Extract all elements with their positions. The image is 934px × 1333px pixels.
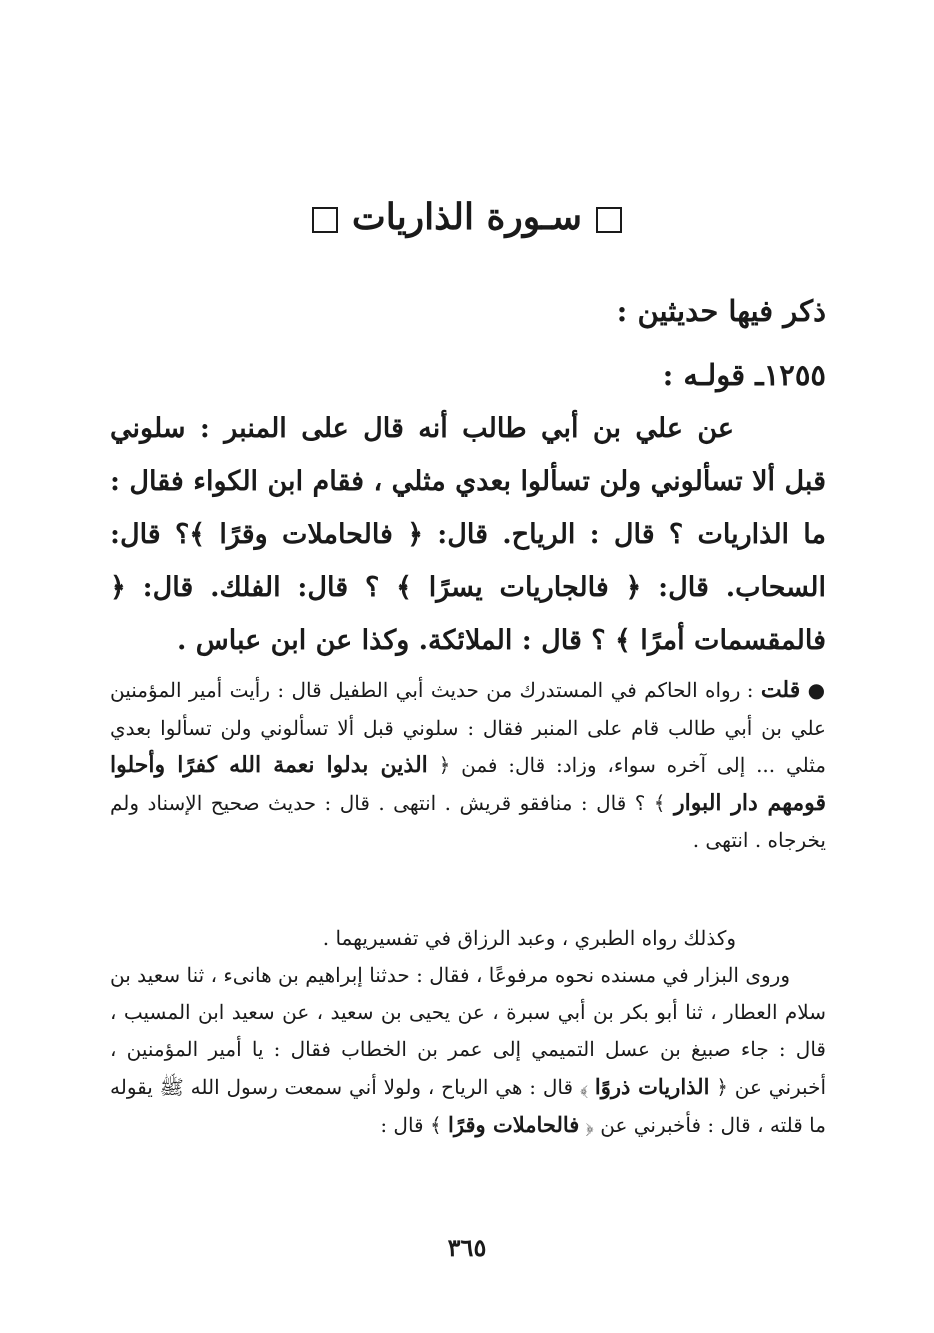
page-number: ٣٦٥: [447, 1233, 487, 1262]
hadith-text: عن علي بن أبي طالب أنه قال على المنبر : سلوني قبل ألا تسألوني ولن تسألوا بعدي مثلي ، فقام ابن الكواء فقال : ما الذاريات ؟ قال : الرياح. قال: ﴿ فالحاملات وقرًا ﴾؟ قال: السحاب. قال: ﴿ فالجاريات يسرًا ﴾ ؟ قال: الفلك. قال: ﴿ فالمقسمات أمرًا ﴾ ؟ قال : الملائكة. وكذا عن ابن عباس .: [110, 413, 826, 656]
bullet-icon: ●: [807, 678, 827, 702]
commentary-note: [110, 672, 826, 860]
title-box-left: [312, 207, 338, 233]
intro-line: ذكر فيها حديثين :: [616, 294, 826, 328]
entry-heading: ١٢٥٥ـ قولـه :: [662, 358, 826, 392]
note-text-2: ﴾ ؟ قال : منافقو قريش . انتهى . قال : حديث صحيح الإسناد ولم يخرجاه . انتهى .: [110, 790, 826, 852]
bazzar-text-1: وروى البزار في مسنده نحوه مرفوعًا ، فقال : حدثنا إبراهيم بن هانىء ، ثنا سعيد بن سلام العطار ، ثنا أبو بكر بن أبي سبرة ، عن يحيى بن سعيد ، عن سعيد ابن المسيب ، قال : جاء صبيغ بن عسل التميمي إلى عمر بن الخطاب فقال : يا أمير المؤمنين ، أخبرني عن ﴿: [110, 963, 826, 1099]
note-quran-quote: الذين بدلوا نعمة الله كفرًا وأحلوا قومهم دار البوار: [110, 752, 826, 816]
paragraph-bazzar: [110, 957, 826, 1144]
quran-quote-dhariyat: الذاريات ذروًا: [594, 1074, 710, 1099]
note-text-1: : رواه الحاكم في المستدرك من حديث أبي الطفيل قال : رأيت أمير المؤمنين علي بن أبي طالب قام على المنبر فقال : سلوني قبل ألا تسألوني ولن تسألوا بعدي مثلي ... إلى آخره سواء، وزاد: قال: فمن ﴿: [110, 678, 826, 777]
surah-title-text: سـورة الذاريات: [351, 196, 583, 238]
bazzar-text-3: ﴾ قال :: [380, 1113, 442, 1137]
surah-title: [0, 192, 934, 242]
bazzar-text-2: ﴾ قال : هي الرياح ، ولولا أني سمعت رسول الله ﷺ يقوله ما قلته ، قال : فأخبرني عن ﴿: [110, 1075, 826, 1137]
quran-quote-hamilat: فالحاملات وقرًا: [448, 1112, 580, 1137]
continuation-text: [110, 920, 826, 1144]
title-box-right: [596, 207, 622, 233]
paragraph-tabari: وكذلك رواه الطبري ، وعبد الرزاق في تفسيريهما .: [322, 926, 736, 950]
note-label: قلت: [760, 677, 801, 703]
